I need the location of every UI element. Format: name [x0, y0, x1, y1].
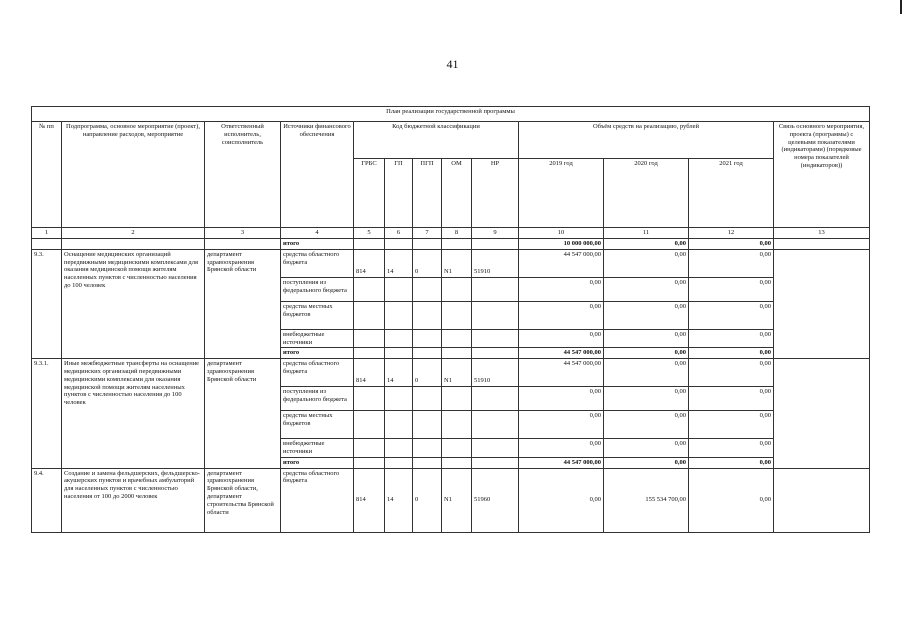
column-index: 10 — [519, 228, 604, 239]
column-index: 1 — [32, 228, 62, 239]
funding-source: поступления из федерального бюджета — [281, 387, 354, 411]
header-2019: 2019 год — [519, 159, 604, 228]
item-responsible: департамент здравоохранения Брянской области, департамент строительства Брянской области — [205, 468, 281, 532]
header-link: Связь основного мероприятия, проекта (программы) с целевыми показателями (индикаторами) (порядковые номера показателей (индикаторов)) — [774, 122, 870, 228]
column-index: 12 — [689, 228, 774, 239]
amount-2021: 0,00 — [689, 277, 774, 301]
amount-2020: 0,00 — [604, 411, 689, 439]
amount-2019: 0,00 — [519, 301, 604, 329]
code-gp — [385, 387, 413, 411]
code-grbs — [354, 277, 385, 301]
column-index: 6 — [385, 228, 413, 239]
table-row — [32, 359, 870, 387]
funding-source: поступления из федерального бюджета — [281, 277, 354, 301]
code-grbs: 814 — [354, 468, 385, 532]
header-volume: Объём средств на реализацию, рублей — [519, 122, 774, 159]
empty-cell — [442, 348, 472, 359]
amount-2020: 0,00 — [604, 249, 689, 277]
header-2020: 2020 год — [604, 159, 689, 228]
funding-source: внебюджетные источники — [281, 439, 354, 458]
header-gp: ГП — [385, 159, 413, 228]
code-gp — [385, 301, 413, 329]
amount-2019: 0,00 — [519, 387, 604, 411]
table-row — [32, 249, 870, 277]
amount-2019: 0,00 — [519, 411, 604, 439]
code-om: N1 — [442, 359, 472, 387]
code-om: N1 — [442, 249, 472, 277]
total-2020: 0,00 — [604, 457, 689, 468]
header-subprogram: Подпрограмма, основное мероприятие (проект), направление расходов, мероприятие — [62, 122, 205, 228]
total-2020: 0,00 — [604, 239, 689, 250]
code-pgp — [413, 411, 442, 439]
code-grbs — [354, 387, 385, 411]
total-label: итого — [281, 239, 354, 250]
total-2021: 0,00 — [689, 239, 774, 250]
item-number: 9.3.1. — [32, 359, 62, 468]
code-gp — [385, 277, 413, 301]
code-pgp — [413, 277, 442, 301]
empty-cell — [413, 348, 442, 359]
funding-source: средства местных бюджетов — [281, 301, 354, 329]
column-index: 7 — [413, 228, 442, 239]
amount-2021: 0,00 — [689, 359, 774, 387]
item-name: Оснащение медицинских организаций передвижными медицинскими комплексами для оказания медицинской помощи жителям населенных пунктов с численностью населения до 100 человек — [62, 249, 205, 358]
amount-2021: 0,00 — [689, 439, 774, 458]
code-grbs — [354, 301, 385, 329]
code-pgp: 0 — [413, 249, 442, 277]
total-2019: 10 000 000,00 — [519, 239, 604, 250]
amount-2021: 0,00 — [689, 411, 774, 439]
column-index: 5 — [354, 228, 385, 239]
code-np: 51910 — [472, 249, 519, 277]
total-2019: 44 547 000,00 — [519, 348, 604, 359]
top-total-row — [32, 239, 870, 250]
code-pgp: 0 — [413, 359, 442, 387]
total-2021: 0,00 — [689, 457, 774, 468]
column-index: 11 — [604, 228, 689, 239]
code-grbs — [354, 439, 385, 458]
code-gp: 14 — [385, 359, 413, 387]
column-index: 9 — [472, 228, 519, 239]
item-name: Иные межбюджетные трансферты на оснащение медицинских организаций передвижными медицинскими комплексами для оказания медицинской помощи жителям населенных пунктов с численностью населения до 100 человек — [62, 359, 205, 468]
total-2020: 0,00 — [604, 348, 689, 359]
amount-2020: 155 534 700,00 — [604, 468, 689, 532]
code-om — [442, 439, 472, 458]
code-np — [472, 329, 519, 348]
amount-2019: 0,00 — [519, 329, 604, 348]
amount-2021: 0,00 — [689, 249, 774, 277]
funding-source: средства областного бюджета — [281, 468, 354, 532]
header-responsible: Ответственный исполнитель, соисполнитель — [205, 122, 281, 228]
total-2019: 44 547 000,00 — [519, 457, 604, 468]
code-grbs: 814 — [354, 359, 385, 387]
column-index: 13 — [774, 228, 870, 239]
code-np — [472, 439, 519, 458]
table-title: План реализации государственной программы — [32, 107, 870, 122]
code-pgp — [413, 301, 442, 329]
code-pgp — [413, 329, 442, 348]
amount-2021: 0,00 — [689, 301, 774, 329]
amount-2021: 0,00 — [689, 468, 774, 532]
empty-cell — [413, 457, 442, 468]
amount-2021: 0,00 — [689, 387, 774, 411]
amount-2019: 0,00 — [519, 439, 604, 458]
empty-cell — [354, 348, 385, 359]
code-om — [442, 301, 472, 329]
indicator-link — [774, 359, 870, 468]
header-num: № пп — [32, 122, 62, 228]
amount-2019: 0,00 — [519, 468, 604, 532]
code-gp — [385, 439, 413, 458]
code-grbs — [354, 411, 385, 439]
empty-cell — [472, 457, 519, 468]
empty-cell — [385, 457, 413, 468]
code-np — [472, 411, 519, 439]
column-index: 2 — [62, 228, 205, 239]
code-om — [442, 387, 472, 411]
item-responsible: департамент здравоохранения Брянской области — [205, 359, 281, 468]
amount-2020: 0,00 — [604, 439, 689, 458]
item-number: 9.3. — [32, 249, 62, 358]
amount-2019: 44 547 000,00 — [519, 249, 604, 277]
code-np: 51960 — [472, 468, 519, 532]
amount-2019: 44 547 000,00 — [519, 359, 604, 387]
code-np: 51910 — [472, 359, 519, 387]
amount-2020: 0,00 — [604, 329, 689, 348]
column-index: 4 — [281, 228, 354, 239]
empty-cell — [385, 348, 413, 359]
code-np — [472, 277, 519, 301]
scan-edge-mark — [900, 0, 902, 14]
code-om — [442, 277, 472, 301]
total-label: итого — [281, 348, 354, 359]
code-gp — [385, 411, 413, 439]
empty-cell — [472, 348, 519, 359]
header-sources: Источники финансового обеспечения — [281, 122, 354, 228]
indicator-link — [774, 249, 870, 358]
code-gp — [385, 329, 413, 348]
code-om: N1 — [442, 468, 472, 532]
item-number: 9.4. — [32, 468, 62, 532]
amount-2020: 0,00 — [604, 387, 689, 411]
item-responsible: департамент здравоохранения Брянской области — [205, 249, 281, 358]
amount-2020: 0,00 — [604, 359, 689, 387]
empty-cell — [442, 457, 472, 468]
header-budget-code: Код бюджетной классификации — [354, 122, 519, 159]
header-pgp: ПГП — [413, 159, 442, 228]
amount-2020: 0,00 — [604, 277, 689, 301]
amount-2021: 0,00 — [689, 329, 774, 348]
code-om — [442, 411, 472, 439]
code-om — [442, 329, 472, 348]
code-gp: 14 — [385, 249, 413, 277]
code-grbs: 814 — [354, 249, 385, 277]
code-pgp: 0 — [413, 468, 442, 532]
code-pgp — [413, 439, 442, 458]
amount-2019: 0,00 — [519, 277, 604, 301]
item-name: Создание и замена фельдшерских, фельдшерско-акушерских пунктов и врачебных амбулаторий для населенных пунктов с численностью населения от 100 до 2000 человек — [62, 468, 205, 532]
total-label: итого — [281, 457, 354, 468]
program-plan-table — [31, 106, 870, 533]
funding-source: средства областного бюджета — [281, 249, 354, 277]
header-om: ОМ — [442, 159, 472, 228]
table-row — [32, 468, 870, 532]
code-gp: 14 — [385, 468, 413, 532]
header-grbs: ГРБС — [354, 159, 385, 228]
code-np — [472, 301, 519, 329]
empty-cell — [354, 457, 385, 468]
page-number: 41 — [446, 57, 459, 71]
total-2021: 0,00 — [689, 348, 774, 359]
header-2021: 2021 год — [689, 159, 774, 228]
column-index: 8 — [442, 228, 472, 239]
amount-2020: 0,00 — [604, 301, 689, 329]
code-np — [472, 387, 519, 411]
funding-source: внебюджетные источники — [281, 329, 354, 348]
indicator-link — [774, 468, 870, 532]
code-grbs — [354, 329, 385, 348]
column-index: 3 — [205, 228, 281, 239]
funding-source: средства местных бюджетов — [281, 411, 354, 439]
column-index-row — [32, 228, 870, 239]
funding-source: средства областного бюджета — [281, 359, 354, 387]
code-pgp — [413, 387, 442, 411]
header-np: НР — [472, 159, 519, 228]
